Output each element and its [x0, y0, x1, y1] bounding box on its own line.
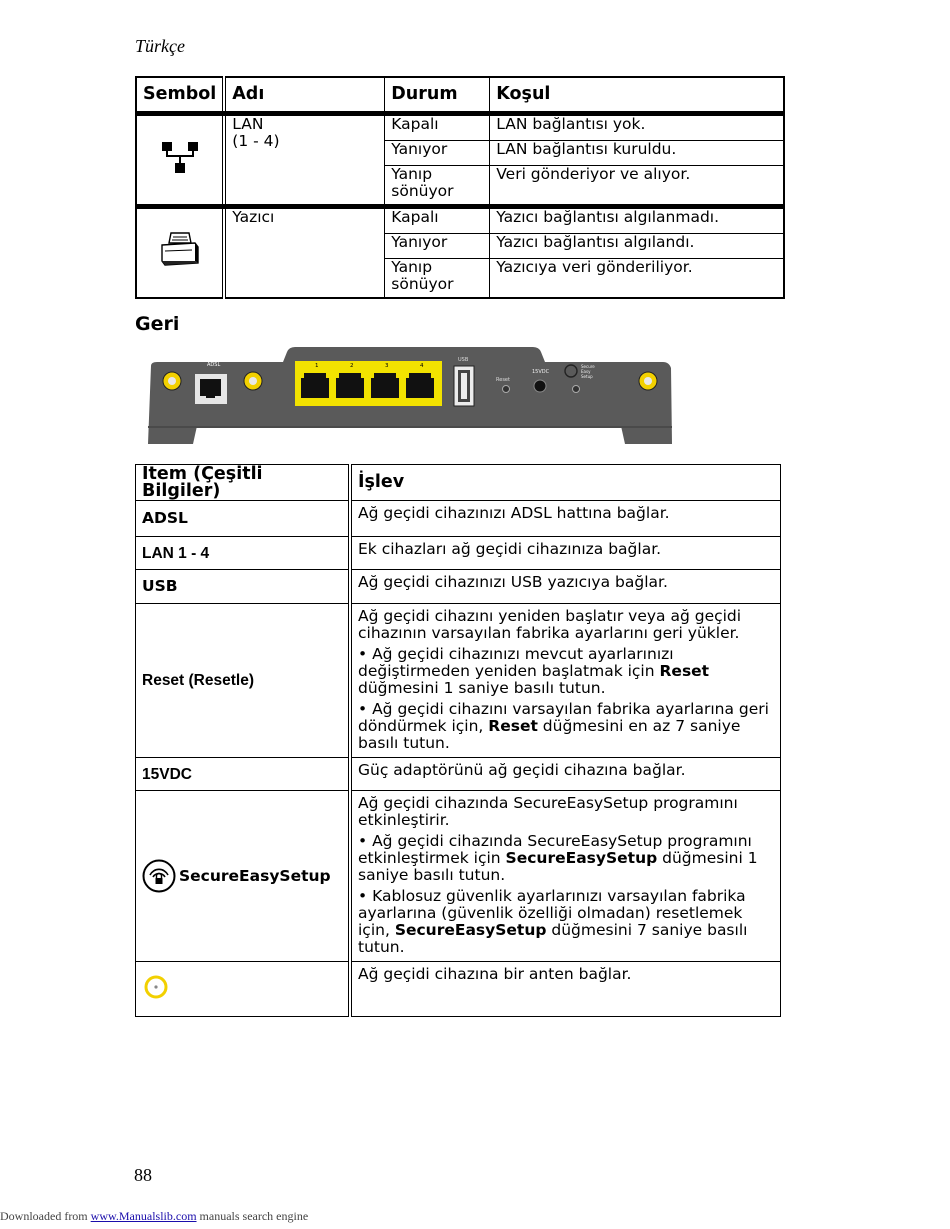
state-cell: Kapalı: [385, 114, 490, 141]
page-number: 88: [134, 1165, 152, 1185]
item-cell: SecureEasySetup: [136, 791, 351, 962]
col-header-name: Adı: [224, 77, 385, 114]
function-cell: Ağ geçidi cihazında SecureEasySetup programını etkinleştirir. • Ağ geçidi cihazında SecureEasySetup programını etkinleştirmek için SecureEasySetup düğmesini 1 saniye basılı tutun. • Kablosuz güvenlik ayarlarınızı varsayılan fabrika ayarlarına (güvenlik özelliği olmadan) resetlemek için, SecureEasySetup düğmesini 7 saniye basılı tutun.: [350, 791, 781, 962]
condition-cell: Yazıcı bağlantısı algılanmadı.: [490, 207, 784, 234]
router-back-panel-image: [145, 344, 675, 448]
table-row: [136, 570, 781, 604]
printer-icon: [159, 231, 201, 271]
function-cell: Ek cihazları ağ geçidi cihazınıza bağlar.: [350, 537, 781, 570]
state-cell: Yanıyor: [385, 234, 490, 259]
printer-name-cell: Yazıcı: [224, 207, 385, 299]
function-cell: Ağ geçidi cihazınızı ADSL hattına bağlar.: [350, 501, 781, 537]
condition-cell: Veri gönderiyor ve alıyor.: [490, 166, 784, 207]
reset-label: Reset: [496, 377, 510, 383]
language-header: Türkçe: [135, 36, 185, 56]
port-label: 2: [350, 363, 354, 369]
port-label: 3: [385, 363, 389, 369]
port-label: 4: [420, 363, 424, 369]
function-cell: Ağ geçidi cihazına bir anten bağlar.: [350, 962, 781, 1017]
items-table: [135, 464, 781, 1017]
item-cell: [136, 962, 351, 1017]
condition-cell: Yazıcıya veri gönderiliyor.: [490, 259, 784, 299]
adsl-label: ADSL: [207, 362, 221, 368]
function-cell: Ağ geçidi cihazını yeniden başlatır veya ağ geçidi cihazının varsayılan fabrika ayarlarını geri yükler. • Ağ geçidi cihazınızı mevcut ayarlarınızı değiştirmeden yeniden başlatmak için Reset düğmesini 1 saniye basılı tutun. • Ağ geçidi cihazını varsayılan fabrika ayarlarına geri döndürmek için, Reset düğmesini en az 7 saniye basılı tutun.: [350, 604, 781, 758]
section-title-back: Geri: [135, 313, 180, 335]
item-cell: USB: [136, 570, 351, 604]
item-cell: Reset (Resetle): [136, 604, 351, 758]
lan-symbol-cell: [136, 114, 224, 207]
power-label: 15VDC: [532, 369, 550, 375]
item-cell: LAN 1 - 4: [136, 537, 351, 570]
lan-network-icon: [160, 140, 200, 176]
table-header-row: [136, 465, 781, 501]
condition-cell: LAN bağlantısı yok.: [490, 114, 784, 141]
ses-label: Easy: [581, 369, 591, 374]
table-header-row: [136, 77, 784, 114]
col-header-condition: Koşul: [490, 77, 784, 114]
table-row: [136, 962, 781, 1017]
item-cell: 15VDC: [136, 758, 351, 791]
usb-label: USB: [458, 357, 469, 363]
printer-symbol-cell: [136, 207, 224, 299]
ses-label: Setup: [581, 374, 593, 379]
col-header-symbol: Sembol: [136, 77, 224, 114]
table-row: [136, 604, 781, 758]
condition-cell: LAN bağlantısı kuruldu.: [490, 141, 784, 166]
lan-name-cell: LAN (1 - 4): [224, 114, 385, 207]
table-row: [136, 758, 781, 791]
led-status-table: [135, 76, 785, 299]
condition-cell: Yazıcı bağlantısı algılandı.: [490, 234, 784, 259]
ses-label: Secure: [581, 364, 595, 369]
manualslib-link[interactable]: www.Manualslib.com: [90, 1209, 197, 1223]
table-row: [136, 791, 781, 962]
state-cell: Yanıyor: [385, 141, 490, 166]
state-cell: Kapalı: [385, 207, 490, 234]
port-label: 1: [315, 363, 319, 369]
state-cell: Yanıp sönüyor: [385, 259, 490, 299]
table-row: [136, 537, 781, 570]
state-cell: Yanıp sönüyor: [385, 166, 490, 207]
secure-easy-setup-icon: [142, 859, 176, 893]
table-row: [136, 501, 781, 537]
table-row: [136, 207, 784, 234]
item-cell: ADSL: [136, 501, 351, 537]
col-header-state: Durum: [385, 77, 490, 114]
function-cell: Ağ geçidi cihazınızı USB yazıcıya bağlar.: [350, 570, 781, 604]
function-cell: Güç adaptörünü ağ geçidi cihazına bağlar.: [350, 758, 781, 791]
footer: Downloaded from www.Manualslib.com manuals search engine: [0, 1209, 309, 1223]
table-row: [136, 114, 784, 141]
antenna-connector-icon: [142, 973, 170, 1001]
col-header-item: Item (Çeşitli Bilgiler): [136, 465, 351, 501]
col-header-function: İşlev: [350, 465, 781, 501]
